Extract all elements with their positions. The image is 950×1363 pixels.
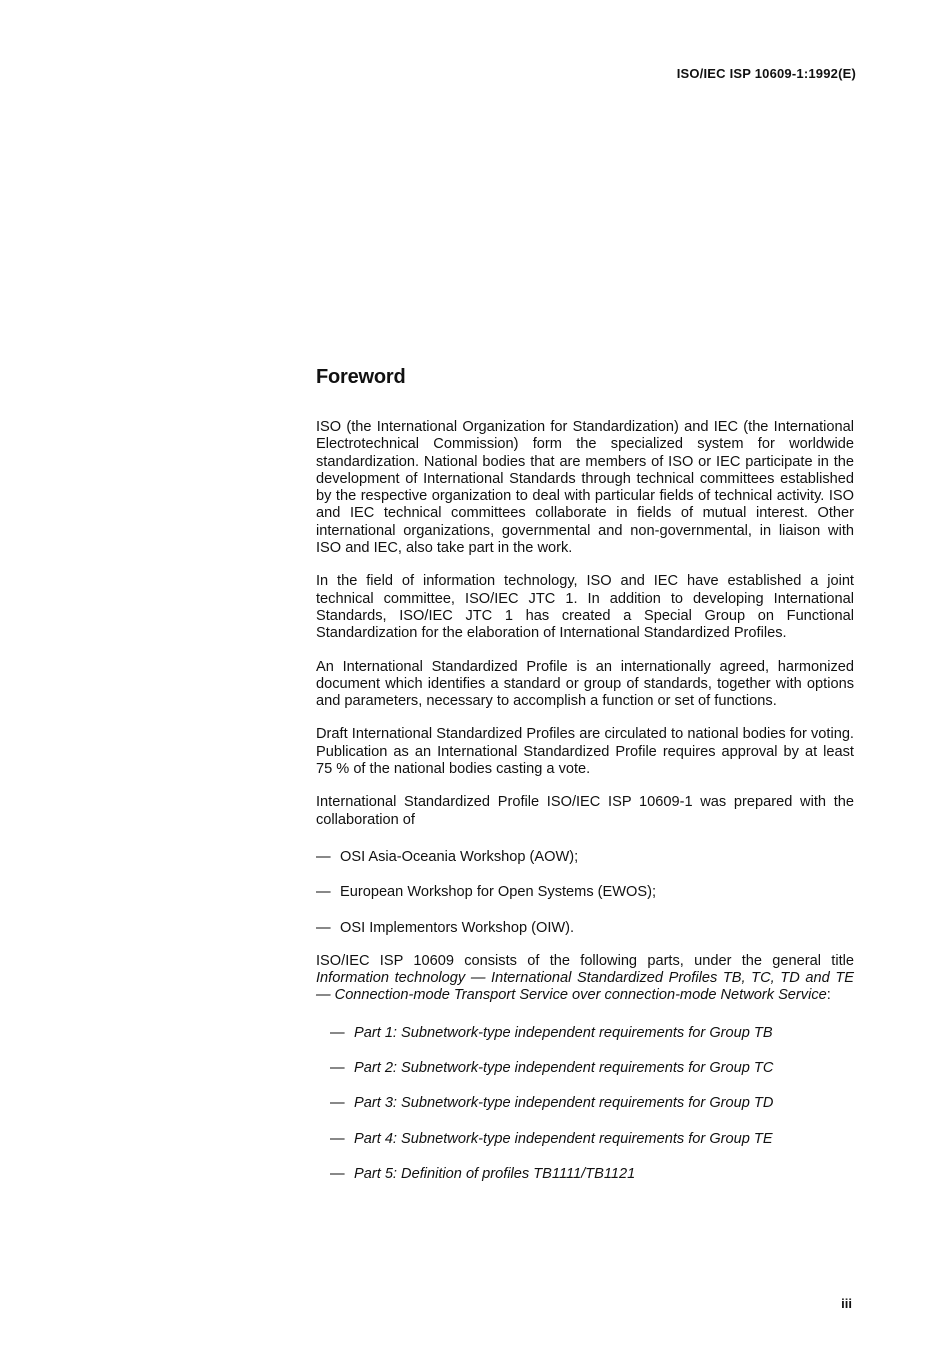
workshop-list	[316, 849, 854, 937]
part-title: Part 3: Subnetwork-type independent requirements for Group TD	[354, 1095, 774, 1112]
page-number: iii	[841, 1296, 852, 1311]
part-title: Part 5: Definition of profiles TB1111/TB1121	[354, 1165, 636, 1182]
parts-intro-text: ISO/IEC ISP 10609 consists of the following parts, under the general title	[316, 952, 854, 969]
paragraph-jtc1: In the field of information technology, ISO and IEC have established a joint technical committee, ISO/IEC JTC 1. In addition to developing International Standards, ISO/IEC JTC 1 has created a Special Group on Functional Standardization for the elaboration of International Standardized Profiles.	[316, 573, 854, 642]
dash-marker: —	[330, 1024, 345, 1041]
paragraph-iso-iec-intro: ISO (the International Organization for Standardization) and IEC (the International Electrotechnical Commission) form the specialized system for worldwide standardization. National bodies that are members of ISO or IEC participate in the development of International Standards through technical committees established by the respective organization to deal with particular fields of technical activity. ISO and IEC technical committees collaborate in fields of mutual interest. Other international organizations, governmental and non-governmental, in liaison with ISO and IEC, also take part in the work.	[316, 419, 854, 557]
dash-marker: —	[330, 1130, 345, 1147]
foreword-section	[316, 366, 854, 1201]
dash-marker: —	[330, 1060, 345, 1077]
list-item	[316, 884, 854, 901]
dash-marker: —	[330, 1165, 345, 1182]
list-item	[316, 920, 854, 937]
list-item	[330, 1025, 854, 1042]
paragraph-voting: Draft International Standardized Profiles are circulated to national bodies for voting. Publication as an International Standardized Profile requires approval by at least 75 % of the national bodies casting a vote.	[316, 726, 854, 778]
list-item	[316, 849, 854, 866]
workshop-name: European Workshop for Open Systems (EWOS);	[340, 884, 657, 901]
list-item	[330, 1166, 854, 1183]
dash-marker: —	[316, 884, 331, 901]
paragraph-isp-definition: An International Standardized Profile is an internationally agreed, harmonized document which identifies a standard or group of standards, together with options and parameters, necessary to accomplish a function or set of functions.	[316, 658, 854, 710]
part-title: Part 1: Subnetwork-type independent requirements for Group TB	[354, 1024, 773, 1041]
parts-list	[316, 1025, 854, 1183]
part-title: Part 4: Subnetwork-type independent requirements for Group TE	[354, 1130, 773, 1147]
paragraph-collaboration: International Standardized Profile ISO/IEC ISP 10609-1 was prepared with the collaboration of	[316, 794, 854, 828]
part-title: Part 2: Subnetwork-type independent requirements for Group TC	[354, 1060, 774, 1077]
dash-marker: —	[316, 919, 331, 936]
parts-intro-colon: :	[826, 987, 831, 1004]
foreword-title: Foreword	[316, 366, 406, 388]
paragraph-parts-intro	[316, 953, 854, 1005]
workshop-name: OSI Implementors Workshop (OIW).	[340, 919, 575, 936]
document-reference: ISO/IEC ISP 10609-1:1992(E)	[676, 66, 856, 81]
general-title: Information technology — International Standardized Profiles TB, TC, TD and TE — Connection-mode Transport Service over connection-mode Network Service	[316, 970, 854, 1004]
dash-marker: —	[316, 848, 331, 865]
dash-marker: —	[330, 1095, 345, 1112]
list-item	[330, 1131, 854, 1148]
list-item	[330, 1095, 854, 1112]
workshop-name: OSI Asia-Oceania Workshop (AOW);	[340, 848, 579, 865]
list-item	[330, 1060, 854, 1077]
